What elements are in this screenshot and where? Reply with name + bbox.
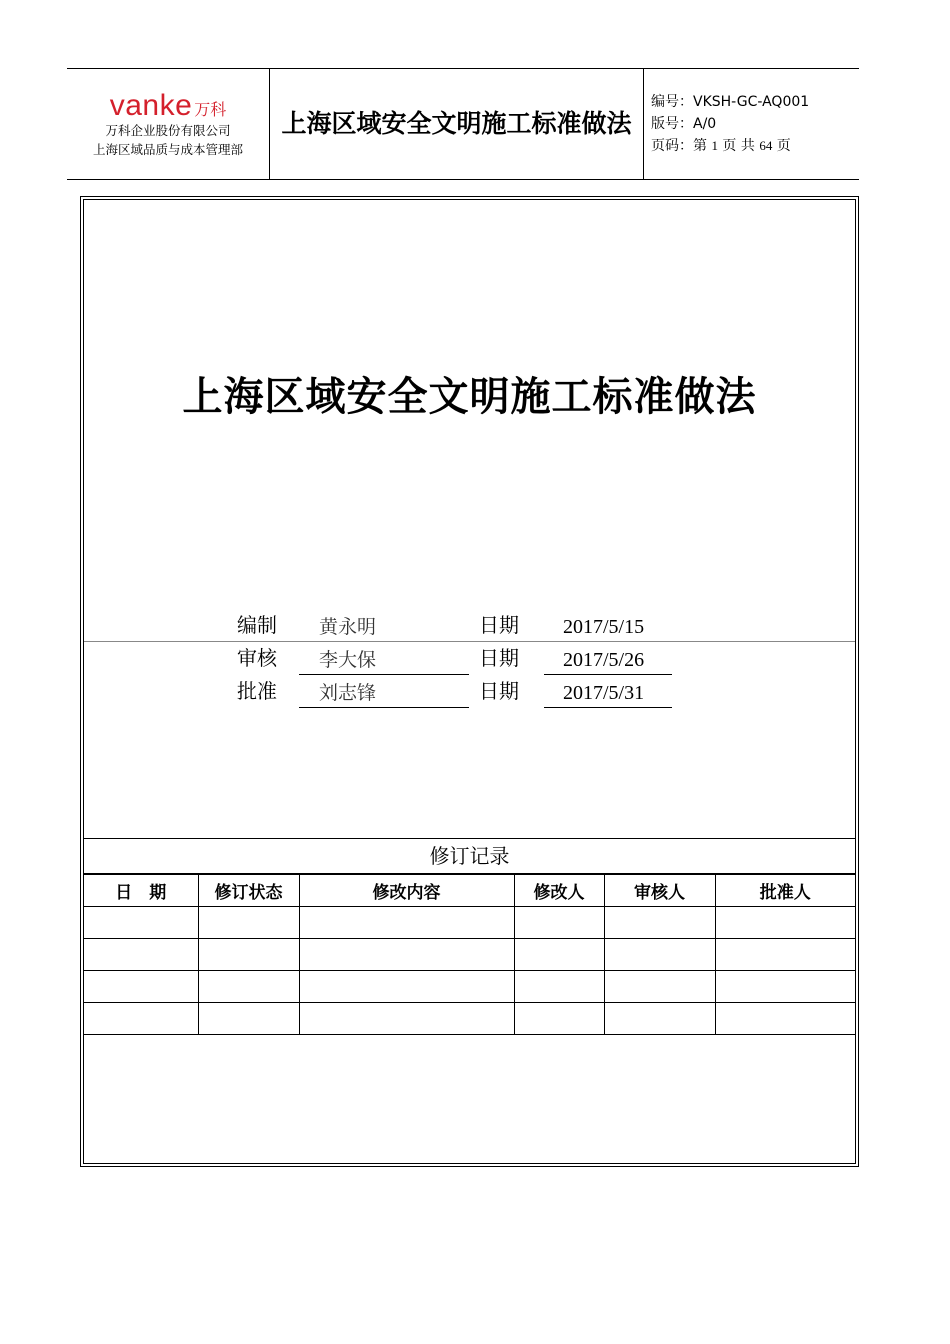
horizontal-rule [84, 641, 855, 642]
date-label: 日期 [479, 646, 519, 670]
table-cell [84, 971, 198, 1003]
revision-header-row [84, 875, 855, 907]
signature-row-compile [84, 610, 784, 642]
table-cell [198, 971, 299, 1003]
cover-title: 上海区域安全文明施工标准做法 [182, 373, 757, 420]
column-header-reviewer: 审核人 [604, 875, 715, 907]
table-cell [198, 907, 299, 939]
signature-row-approve [84, 676, 784, 708]
logo-block [67, 69, 270, 179]
page-suffix: 页 [776, 138, 791, 154]
table-row [84, 939, 855, 971]
table-cell [604, 971, 715, 1003]
page-mid: 页 共 [722, 138, 755, 154]
table-cell [514, 971, 604, 1003]
department-name: 上海区域品质与成本管理部 [92, 142, 243, 157]
table-cell [299, 971, 514, 1003]
document-version [651, 113, 809, 135]
company-name: 万科企业股份有限公司 [105, 123, 231, 138]
code-label: 编号： [651, 94, 693, 110]
page-label: 页码： [651, 138, 693, 154]
page-prefix: 第 [693, 138, 707, 154]
version-value: A/0 [693, 116, 717, 132]
signature-date: 2017/5/26 [544, 645, 672, 675]
cover-frame [80, 196, 859, 1167]
table-row [84, 1003, 855, 1035]
table-cell [514, 1003, 604, 1035]
version-label: 版号： [651, 116, 693, 132]
column-header-approver: 批准人 [715, 875, 855, 907]
cover-inner-frame [83, 199, 856, 1164]
table-cell [84, 1003, 198, 1035]
signature-name: 刘志锋 [299, 678, 469, 708]
table-cell [299, 907, 514, 939]
signature-row-review [84, 643, 784, 675]
table-cell [299, 939, 514, 971]
signature-date: 2017/5/31 [544, 678, 672, 708]
column-header-content: 修改内容 [299, 875, 514, 907]
column-header-status: 修订状态 [198, 875, 299, 907]
table-row [84, 971, 855, 1003]
date-label: 日期 [479, 679, 519, 703]
revision-table [84, 874, 855, 1035]
logo-text-en: vanke [109, 89, 193, 122]
page-current: 1 [711, 138, 718, 153]
signature-role: 编制 [237, 613, 277, 637]
document-meta [651, 91, 809, 157]
signature-role: 批准 [237, 679, 277, 703]
header-title [270, 69, 644, 179]
signature-date: 2017/5/15 [544, 612, 672, 642]
vanke-logo [67, 89, 269, 121]
revision-title: 修订记录 [84, 839, 855, 874]
table-cell [198, 939, 299, 971]
document-code [651, 91, 809, 113]
column-header-date: 日 期 [84, 875, 198, 907]
header-title-text: 上海区域安全文明施工标准做法 [281, 109, 632, 138]
table-cell [514, 939, 604, 971]
page-number [651, 135, 809, 157]
table-cell [715, 939, 855, 971]
page-total: 64 [759, 138, 773, 153]
table-cell [514, 907, 604, 939]
table-cell [604, 1003, 715, 1035]
table-cell [84, 939, 198, 971]
revision-record [84, 838, 855, 1035]
table-cell [715, 907, 855, 939]
column-header-modifier: 修改人 [514, 875, 604, 907]
table-cell [715, 971, 855, 1003]
table-cell [84, 907, 198, 939]
table-cell [715, 1003, 855, 1035]
table-cell [604, 907, 715, 939]
table-cell [299, 1003, 514, 1035]
signature-name: 李大保 [299, 645, 469, 675]
table-cell [198, 1003, 299, 1035]
signature-name: 黄永明 [299, 612, 469, 642]
signature-role: 审核 [237, 646, 277, 670]
table-cell [604, 939, 715, 971]
logo-text-cn: 万科 [194, 100, 227, 119]
date-label: 日期 [479, 613, 519, 637]
code-value: VKSH-GC-AQ001 [693, 94, 810, 110]
document-header [67, 68, 859, 180]
table-row [84, 907, 855, 939]
